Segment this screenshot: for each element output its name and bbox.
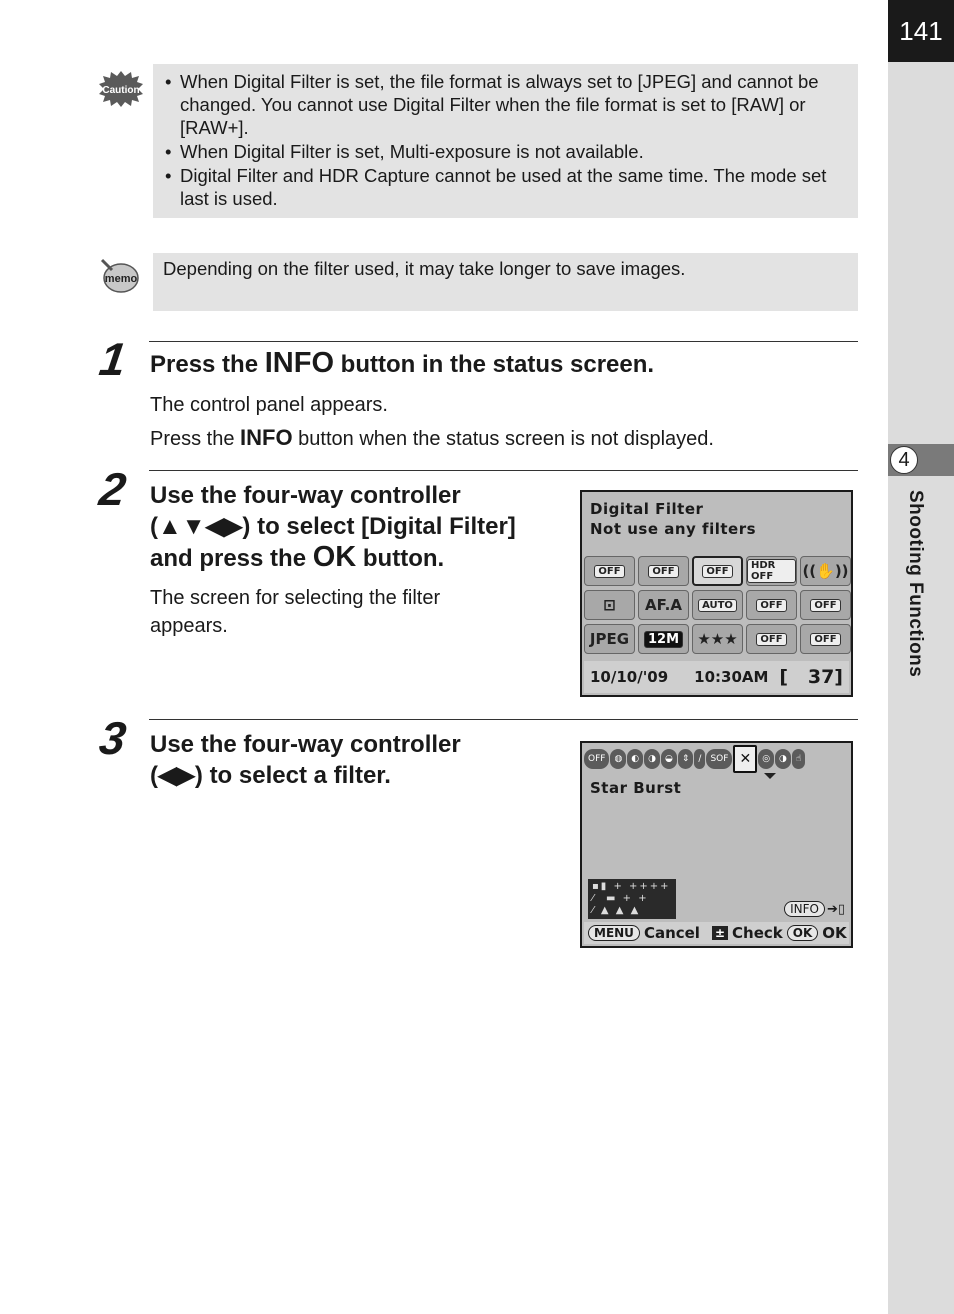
caution-box xyxy=(153,64,858,218)
step-title: Press the INFO button in the status screen. xyxy=(150,347,655,379)
filter-icon[interactable]: ◍ xyxy=(610,749,626,769)
filter-icon[interactable]: ◐ xyxy=(627,749,643,769)
af-mode-cell[interactable]: AF.A xyxy=(638,590,689,620)
memo-icon xyxy=(98,256,140,296)
step-title: Use the four-way controller (▲▼◀▶) to select [Digital Filter] and press the OK button. xyxy=(150,482,516,573)
soft-filter-icon[interactable]: SOF xyxy=(706,749,732,769)
filter-icon[interactable]: ◑ xyxy=(775,749,791,769)
step-number: 2 xyxy=(96,463,130,515)
info-hint xyxy=(784,901,845,917)
panel-cell[interactable]: OFF xyxy=(746,590,797,620)
step-body: The screen for selecting the filter appears. xyxy=(150,587,441,637)
digital-filter-cell[interactable]: OFF xyxy=(692,556,743,586)
check-key-icon[interactable]: ± xyxy=(712,926,728,940)
time: 10:30AM xyxy=(694,668,769,686)
step-number: 1 xyxy=(96,333,130,385)
step-divider xyxy=(149,470,858,471)
file-format-cell[interactable]: JPEG xyxy=(584,624,635,654)
panel-cell[interactable]: OFF xyxy=(800,624,851,654)
filter-icon-strip xyxy=(584,747,849,771)
step-body: Press the INFO button when the status screen is not displayed. xyxy=(150,425,714,450)
panel-cell[interactable]: AUTO xyxy=(692,590,743,620)
date: 10/10/'09 xyxy=(590,668,669,686)
step-body: The control panel appears. xyxy=(150,394,388,416)
menu-key-icon[interactable]: MENU xyxy=(588,925,640,941)
selection-pointer xyxy=(764,773,776,779)
shake-reduction-cell[interactable]: ((✋)) xyxy=(800,556,851,586)
step-title: Use the four-way controller (◀▶) to select a filter. xyxy=(150,731,461,789)
panel-cell[interactable]: OFF xyxy=(584,556,635,586)
filter-off-icon[interactable]: OFF xyxy=(584,749,609,769)
info-key-icon: INFO xyxy=(784,901,825,917)
chapter-title: Shooting Functions xyxy=(905,490,926,678)
caution-item: • When Digital Filter is set, Multi-exposure is not available. xyxy=(163,140,848,163)
step-divider xyxy=(149,341,858,342)
export-icon: ➔▯ xyxy=(826,901,845,917)
ok-key-icon[interactable]: OK xyxy=(787,925,819,941)
filter-select-screen xyxy=(580,741,853,948)
filter-name: Star Burst xyxy=(590,779,682,797)
chapter-number: 4 xyxy=(890,446,918,474)
screen-subtitle: Not use any filters xyxy=(590,520,757,538)
control-panel-screen xyxy=(580,490,853,697)
filter-icon[interactable]: ◎ xyxy=(758,749,774,769)
screen-footer xyxy=(584,661,849,693)
hdr-cell[interactable]: HDR OFF xyxy=(746,556,797,586)
control-grid xyxy=(584,556,852,654)
filter-icon[interactable]: ◒ xyxy=(661,749,677,769)
info-key: INFO xyxy=(240,425,293,450)
page-number: 141 xyxy=(888,0,954,62)
caution-item: • When Digital Filter is set, the file format is always set to [JPEG] and cannot be changed. You cannot use Digital Filter when the file format is set to [RAW] or [RAW+]. xyxy=(163,70,848,139)
cancel-label: Cancel xyxy=(643,924,700,942)
screen-title: Digital Filter xyxy=(590,500,704,518)
step-divider xyxy=(149,719,858,720)
custom-filter-icon[interactable]: ☝ xyxy=(792,749,805,769)
panel-cell[interactable]: OFF xyxy=(800,590,851,620)
ok-key: OK xyxy=(312,541,357,573)
panel-cell[interactable]: OFF xyxy=(638,556,689,586)
remaining-shots: [ 37] xyxy=(779,666,843,688)
filter-icon[interactable]: ∕ xyxy=(694,749,705,769)
ok-label: OK xyxy=(822,924,847,942)
filter-icon[interactable]: ⇕ xyxy=(678,749,694,769)
info-key: INFO xyxy=(264,347,335,379)
memo-box: Depending on the filter used, it may take longer to save images. xyxy=(153,253,858,311)
panel-cell[interactable]: OFF xyxy=(746,624,797,654)
svg-text:Caution: Caution xyxy=(102,85,140,96)
panel-cell[interactable]: ⊡ xyxy=(584,590,635,620)
screen-footer xyxy=(584,922,849,944)
resolution-cell[interactable]: 12M xyxy=(638,624,689,654)
star-burst-icon[interactable]: ✕ xyxy=(733,745,757,773)
filter-preview: ▪▮ + ++++ ⁄ ▬ + + ⁄ ▲ ▲ ▲ xyxy=(588,879,676,919)
check-label: Check xyxy=(732,924,783,942)
quality-cell[interactable]: ★★★ xyxy=(692,624,743,654)
svg-text:memo: memo xyxy=(104,273,138,285)
filter-icon[interactable]: ◑ xyxy=(644,749,660,769)
caution-icon xyxy=(98,70,144,108)
caution-item: • Digital Filter and HDR Capture cannot be used at the same time. The mode set last is used. xyxy=(163,164,848,210)
step-number: 3 xyxy=(96,712,130,764)
